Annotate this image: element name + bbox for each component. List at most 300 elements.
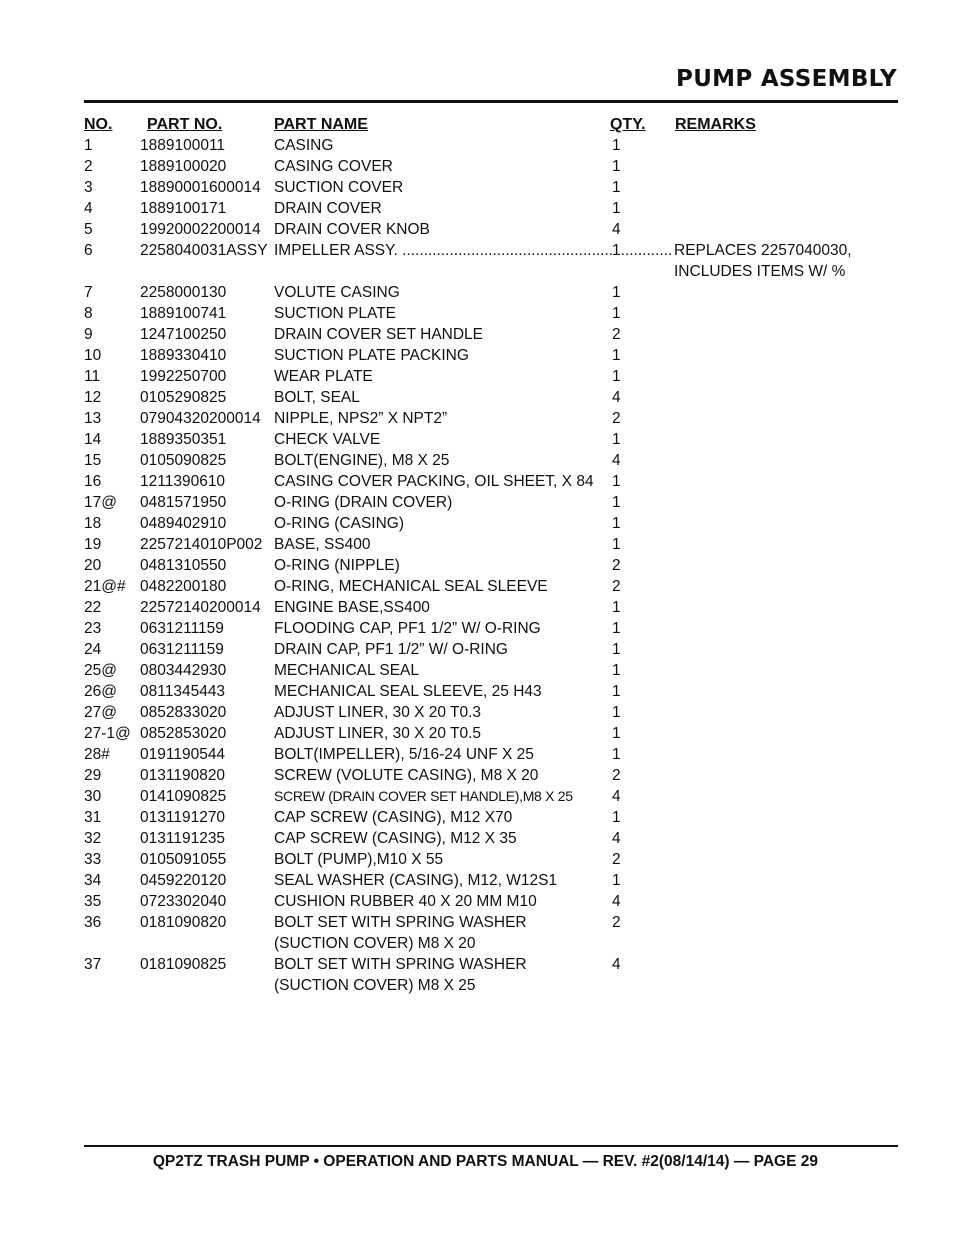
cell-part-name — [274, 765, 604, 786]
cell-part-no-text: 1889100020 — [140, 158, 227, 175]
cell-part-no — [140, 156, 274, 177]
table-row — [84, 513, 874, 534]
table-row — [84, 429, 874, 450]
cell-qty-text: 2 — [612, 767, 621, 784]
cell-qty — [604, 891, 666, 912]
cell-qty-text: 2 — [612, 851, 621, 868]
table-row — [84, 366, 874, 387]
cell-remarks — [666, 534, 874, 555]
cell-part-no-text: 0131190820 — [140, 767, 226, 784]
table-row — [84, 282, 874, 303]
cell-remarks — [666, 639, 874, 660]
cell-remarks — [666, 702, 874, 723]
cell-no — [84, 513, 140, 534]
cell-qty-text: 1 — [612, 809, 621, 826]
cell-part-no — [140, 681, 274, 702]
cell-remarks — [666, 765, 874, 786]
cell-part-name-text: CUSHION RUBBER 40 X 20 MM M10 — [274, 893, 537, 910]
cell-part-no — [140, 408, 274, 429]
cell-no — [84, 702, 140, 723]
cell-part-name — [274, 177, 604, 198]
table-row — [84, 744, 874, 765]
cell-part-no — [140, 240, 274, 282]
table-row — [84, 576, 874, 597]
cell-part-no — [140, 891, 274, 912]
cell-part-name-text: O-RING (DRAIN COVER) — [274, 494, 453, 511]
cell-part-no-text: 1889330410 — [140, 347, 227, 364]
cell-part-no-text: 18890001600014 — [140, 179, 261, 196]
header-divider — [84, 100, 898, 103]
cell-part-no-text: 0181090820 — [140, 914, 227, 931]
cell-qty — [604, 345, 666, 366]
cell-no-text: 27@ — [84, 704, 117, 721]
cell-no-text: 23 — [84, 620, 102, 637]
cell-part-no-text: 0481571950 — [140, 494, 227, 511]
table-row — [84, 828, 874, 849]
cell-qty — [604, 156, 666, 177]
cell-remarks — [666, 198, 874, 219]
cell-remarks — [666, 303, 874, 324]
cell-no-text: 18 — [84, 515, 102, 532]
cell-part-name — [274, 744, 604, 765]
cell-part-name-text: CASING — [274, 137, 334, 154]
cell-part-name-text: VOLUTE CASING — [274, 284, 400, 301]
table-row — [84, 324, 874, 345]
cell-qty-text: 2 — [612, 326, 621, 343]
cell-part-name-text: DRAIN CAP, PF1 1/2” W/ O-RING — [274, 641, 508, 658]
cell-qty — [604, 723, 666, 744]
cell-part-no-text: 0105290825 — [140, 389, 227, 406]
cell-part-name — [274, 198, 604, 219]
cell-remarks — [666, 660, 874, 681]
cell-remarks — [666, 807, 874, 828]
cell-remarks — [666, 219, 874, 240]
cell-part-name-text: DRAIN COVER KNOB — [274, 221, 430, 238]
cell-no-text: 6 — [84, 242, 93, 259]
cell-qty-text: 1 — [612, 683, 621, 700]
cell-qty — [604, 240, 673, 282]
cell-remarks — [666, 849, 874, 870]
cell-remarks — [666, 723, 874, 744]
cell-part-no — [140, 765, 274, 786]
cell-part-name-text: WEAR PLATE — [274, 368, 373, 385]
cell-part-name — [274, 534, 604, 555]
cell-no-text: 13 — [84, 410, 102, 427]
cell-qty — [604, 954, 666, 996]
cell-qty — [604, 471, 666, 492]
cell-part-no — [140, 303, 274, 324]
cell-part-no — [140, 702, 274, 723]
cell-part-name-text: BASE, SS400 — [274, 536, 371, 553]
cell-part-name-text: BOLT SET WITH SPRING WASHER — [274, 914, 527, 931]
cell-remarks — [666, 135, 874, 156]
cell-part-no-text: 2258000130 — [140, 284, 227, 301]
cell-part-no-text: 0482200180 — [140, 578, 227, 595]
cell-qty — [604, 387, 666, 408]
cell-qty — [604, 135, 666, 156]
cell-qty — [604, 849, 666, 870]
table-row — [84, 345, 874, 366]
cell-part-no-text: 1992250700 — [140, 368, 227, 385]
cell-part-no — [140, 324, 274, 345]
cell-part-name-text: MECHANICAL SEAL — [274, 662, 419, 679]
cell-qty-text: 1 — [612, 473, 621, 490]
cell-no — [84, 156, 140, 177]
cell-no-text: 22 — [84, 599, 102, 616]
cell-no-text: 12 — [84, 389, 102, 406]
cell-qty-text: 1 — [612, 494, 621, 511]
cell-part-no-text: 0723302040 — [140, 893, 227, 910]
cell-qty — [604, 660, 666, 681]
cell-qty-text: 1 — [612, 662, 621, 679]
cell-part-name — [274, 912, 604, 954]
cell-part-name — [274, 891, 604, 912]
cell-no — [84, 660, 140, 681]
cell-no-text: 4 — [84, 200, 93, 217]
cell-part-name-text: SEAL WASHER (CASING), M12, W12S1 — [274, 872, 558, 889]
table-row — [84, 618, 874, 639]
cell-qty — [604, 681, 666, 702]
cell-no-text: 29 — [84, 767, 102, 784]
cell-part-no-text: 1889100171 — [140, 200, 227, 217]
table-row — [84, 597, 874, 618]
cell-qty-text: 1 — [612, 515, 621, 532]
cell-part-name — [274, 555, 604, 576]
cell-part-name — [274, 954, 604, 996]
cell-part-no — [140, 786, 274, 807]
cell-qty-text: 1 — [612, 872, 621, 889]
table-row — [84, 702, 874, 723]
cell-part-name-text: IMPELLER ASSY. ................................................. — [274, 242, 614, 259]
cell-qty-text: 1 — [612, 179, 621, 196]
cell-part-name — [274, 870, 604, 891]
cell-part-name — [274, 639, 604, 660]
cell-qty-text: 2 — [612, 578, 621, 595]
cell-no-text: 27-1@ — [84, 725, 131, 742]
cell-qty — [604, 303, 666, 324]
cell-qty — [604, 639, 666, 660]
cell-remarks — [666, 954, 874, 996]
footer-divider — [84, 1145, 898, 1147]
table-row — [84, 849, 874, 870]
cell-remarks — [666, 156, 874, 177]
cell-part-name — [274, 660, 604, 681]
cell-part-no-text: 0852833020 — [140, 704, 227, 721]
cell-qty-text: 4 — [612, 788, 621, 805]
cell-no-text: 37 — [84, 956, 102, 973]
cell-no — [84, 492, 140, 513]
cell-qty-text: 4 — [612, 452, 621, 469]
cell-part-no — [140, 198, 274, 219]
cell-no — [84, 912, 140, 954]
cell-no — [84, 807, 140, 828]
cell-no-text: 19 — [84, 536, 102, 553]
cell-part-no — [140, 723, 274, 744]
cell-part-name-text: SUCTION PLATE — [274, 305, 397, 322]
cell-part-no — [140, 660, 274, 681]
cell-part-no — [140, 828, 274, 849]
cell-qty — [604, 912, 666, 954]
cell-remarks — [666, 177, 874, 198]
cell-qty — [604, 870, 666, 891]
cell-part-no — [140, 576, 274, 597]
page-title: PUMP ASSEMBLY — [676, 66, 897, 92]
cell-part-name-text: MECHANICAL SEAL SLEEVE, 25 H43 — [274, 683, 542, 700]
cell-no-text: 16 — [84, 473, 102, 490]
cell-remarks — [666, 576, 874, 597]
cell-remarks — [666, 891, 874, 912]
cell-qty — [604, 702, 666, 723]
cell-no — [84, 345, 140, 366]
cell-part-no — [140, 345, 274, 366]
cell-remarks — [666, 597, 874, 618]
cell-no — [84, 954, 140, 996]
cell-no — [84, 681, 140, 702]
cell-part-no — [140, 450, 274, 471]
cell-part-name — [274, 282, 604, 303]
cell-qty — [604, 366, 666, 387]
cell-part-no — [140, 135, 274, 156]
cell-part-no — [140, 429, 274, 450]
cell-part-name — [274, 702, 604, 723]
cell-qty-text: 4 — [612, 221, 621, 238]
cell-no — [84, 135, 140, 156]
cell-part-name-text: SUCTION PLATE PACKING — [274, 347, 469, 364]
cell-no-text: 5 — [84, 221, 93, 238]
cell-qty — [604, 429, 666, 450]
cell-no — [84, 849, 140, 870]
header-remarks: REMARKS — [675, 116, 756, 133]
cell-part-no — [140, 282, 274, 303]
cell-part-no-text: 0459220120 — [140, 872, 227, 889]
cell-part-no-text: 22572140200014 — [140, 599, 261, 616]
cell-part-name — [274, 387, 604, 408]
table-row — [84, 786, 874, 807]
cell-part-name — [274, 513, 604, 534]
cell-qty — [604, 324, 666, 345]
cell-no — [84, 555, 140, 576]
cell-part-no — [140, 807, 274, 828]
cell-qty-text: 1 — [612, 137, 621, 154]
cell-qty — [604, 828, 666, 849]
cell-no — [84, 366, 140, 387]
table-row — [84, 954, 874, 996]
cell-qty-text: 4 — [612, 893, 621, 910]
cell-part-no — [140, 954, 274, 996]
cell-part-no-text: 0811345443 — [140, 683, 226, 700]
cell-part-name-text: BOLT SET WITH SPRING WASHER — [274, 956, 527, 973]
cell-qty-text: 4 — [612, 830, 621, 847]
cell-part-name — [274, 471, 604, 492]
cell-part-name-text: ENGINE BASE,SS400 — [274, 599, 430, 616]
cell-part-name-text: CASING COVER — [274, 158, 393, 175]
cell-no — [84, 450, 140, 471]
cell-part-name-text: DRAIN COVER — [274, 200, 382, 217]
cell-remarks — [666, 555, 874, 576]
cell-part-name-line2: (SUCTION COVER) M8 X 20 — [274, 935, 476, 952]
cell-qty-text: 2 — [612, 914, 621, 931]
cell-qty-text: 1 — [612, 599, 621, 616]
cell-qty-text: 1 — [612, 536, 621, 553]
cell-no-text: 17@ — [84, 494, 117, 511]
cell-no — [84, 177, 140, 198]
cell-no — [84, 891, 140, 912]
cell-no-text: 30 — [84, 788, 102, 805]
table-header-row — [84, 114, 874, 135]
cell-no-text: 25@ — [84, 662, 117, 679]
cell-qty — [604, 513, 666, 534]
cell-qty — [604, 198, 666, 219]
cell-no — [84, 471, 140, 492]
cell-no-text: 20 — [84, 557, 102, 574]
cell-qty — [604, 597, 666, 618]
cell-part-name — [274, 156, 604, 177]
cell-part-name — [274, 786, 604, 807]
table-row — [84, 765, 874, 786]
cell-no — [84, 324, 140, 345]
cell-part-no — [140, 618, 274, 639]
cell-part-name — [274, 366, 604, 387]
cell-part-no — [140, 513, 274, 534]
table-row — [84, 870, 874, 891]
cell-remarks — [666, 912, 874, 954]
cell-part-name — [274, 324, 604, 345]
cell-part-no-text: 19920002200014 — [140, 221, 261, 238]
cell-part-no — [140, 492, 274, 513]
cell-no-text: 3 — [84, 179, 93, 196]
cell-qty — [604, 177, 666, 198]
cell-remarks — [666, 408, 874, 429]
cell-no-text: 26@ — [84, 683, 117, 700]
cell-part-no — [140, 387, 274, 408]
table-row — [84, 492, 874, 513]
cell-part-no-text: 2257214010P002 — [140, 536, 263, 553]
cell-no-text: 32 — [84, 830, 102, 847]
cell-part-no — [140, 912, 274, 954]
cell-remarks-text: REPLACES 2257040030, — [674, 242, 852, 259]
cell-part-no — [140, 744, 274, 765]
cell-part-no — [140, 177, 274, 198]
cell-qty — [604, 555, 666, 576]
cell-qty — [604, 807, 666, 828]
cell-part-name-text: BOLT, SEAL — [274, 389, 360, 406]
cell-remarks — [666, 492, 874, 513]
table-row — [84, 450, 874, 471]
table-row — [84, 240, 874, 282]
cell-no — [84, 765, 140, 786]
cell-part-no-text: 0105090825 — [140, 452, 227, 469]
cell-part-name-text: CAP SCREW (CASING), M12 X70 — [274, 809, 513, 826]
cell-part-name-text: O-RING, MECHANICAL SEAL SLEEVE — [274, 578, 548, 595]
cell-no-text: 33 — [84, 851, 102, 868]
cell-part-name — [274, 681, 604, 702]
cell-part-name — [274, 345, 604, 366]
cell-no — [84, 303, 140, 324]
table-row — [84, 555, 874, 576]
cell-qty-text: 1 — [612, 284, 621, 301]
cell-qty-text: 4 — [612, 956, 621, 973]
cell-no-text: 36 — [84, 914, 102, 931]
cell-qty-text: 1 — [612, 158, 621, 175]
cell-part-no-text: 0131191270 — [140, 809, 226, 826]
cell-part-name-text: DRAIN COVER SET HANDLE — [274, 326, 484, 343]
table-row — [84, 135, 874, 156]
cell-qty-text: 1 — [612, 368, 621, 385]
table-row — [84, 639, 874, 660]
cell-part-name-text: CASING COVER PACKING, OIL SHEET, X 84 — [274, 473, 594, 490]
cell-part-name — [274, 135, 604, 156]
cell-part-name-text: SCREW (VOLUTE CASING), M8 X 20 — [274, 767, 539, 784]
cell-no-text: 14 — [84, 431, 102, 448]
cell-qty — [604, 282, 666, 303]
cell-part-name — [274, 807, 604, 828]
cell-part-no — [140, 870, 274, 891]
cell-part-no-text: 0105091055 — [140, 851, 227, 868]
cell-part-name-text: FLOODING CAP, PF1 1/2” W/ O-RING — [274, 620, 541, 637]
cell-no — [84, 282, 140, 303]
cell-no — [84, 576, 140, 597]
cell-remarks — [666, 345, 874, 366]
cell-remarks — [666, 828, 874, 849]
cell-part-no-text: 0181090825 — [140, 956, 227, 973]
table-row — [84, 408, 874, 429]
cell-part-name — [274, 492, 604, 513]
cell-qty — [604, 219, 666, 240]
cell-qty — [604, 576, 666, 597]
cell-part-name-text: O-RING (CASING) — [274, 515, 405, 532]
cell-no-text: 24 — [84, 641, 102, 658]
cell-part-name-text: NIPPLE, NPS2” X NPT2” — [274, 410, 448, 427]
table-row — [84, 219, 874, 240]
cell-part-no-text: 0631211159 — [140, 641, 224, 658]
cell-no-text: 1 — [84, 137, 93, 154]
cell-no — [84, 786, 140, 807]
cell-qty — [604, 744, 666, 765]
cell-qty-text: 1 — [612, 305, 621, 322]
cell-no-text: 9 — [84, 326, 93, 343]
cell-remarks — [666, 786, 874, 807]
cell-part-no-text: 0803442930 — [140, 662, 227, 679]
table-row — [84, 807, 874, 828]
cell-no-text: 11 — [84, 368, 101, 385]
cell-no-text: 28# — [84, 746, 110, 763]
cell-remarks — [666, 324, 874, 345]
cell-part-no-text: 1889100011 — [140, 137, 226, 154]
cell-qty-text: 1 — [612, 704, 621, 721]
cell-part-no-text: 0481310550 — [140, 557, 227, 574]
cell-part-no — [140, 534, 274, 555]
cell-qty-text: 1 — [612, 725, 621, 742]
cell-remarks — [666, 240, 874, 282]
table-row — [84, 891, 874, 912]
cell-no-text: 35 — [84, 893, 102, 910]
cell-qty — [604, 618, 666, 639]
cell-no — [84, 240, 140, 282]
cell-part-name-line2: (SUCTION COVER) M8 X 25 — [274, 977, 476, 994]
cell-qty-text: 1 — [612, 620, 621, 637]
cell-part-no — [140, 849, 274, 870]
cell-no — [84, 828, 140, 849]
cell-part-no-text: 0191190544 — [140, 746, 226, 763]
cell-qty-text: 1 — [612, 641, 621, 658]
cell-qty — [604, 786, 666, 807]
cell-part-no — [140, 471, 274, 492]
cell-part-no-text: 07904320200014 — [140, 410, 261, 427]
table-row — [84, 660, 874, 681]
header-part-name: PART NAME — [274, 116, 368, 133]
cell-part-name-text: BOLT (PUMP),M10 X 55 — [274, 851, 444, 868]
cell-remarks — [666, 387, 874, 408]
